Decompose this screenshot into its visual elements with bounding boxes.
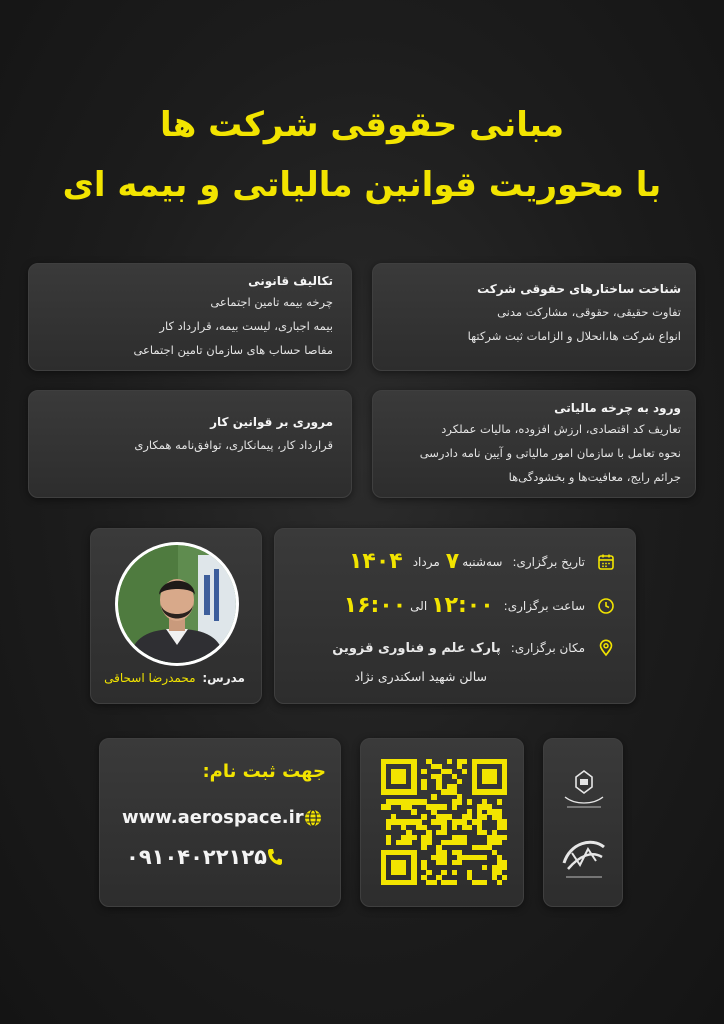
qr-module (421, 814, 426, 819)
date-month: مرداد (412, 554, 440, 569)
clock-icon (597, 597, 615, 615)
qr-module (386, 825, 391, 830)
qr-module (462, 759, 467, 764)
date-day: سه‌شنبه (462, 554, 503, 569)
phone-number[interactable]: ۰۹۱۰۴۰۲۲۱۲۵ (126, 845, 267, 869)
qr-module (386, 804, 391, 809)
logo-organization (558, 833, 610, 887)
card-heading: مروری بر قوانین کار (210, 415, 333, 429)
qr-module (462, 769, 467, 774)
card-line: انواع شرکت ها،انحلال و الزامات ثبت شرکتها (467, 329, 681, 343)
qr-module (462, 840, 467, 845)
qr-code[interactable] (381, 759, 507, 885)
topic-card-labor-law (28, 390, 352, 498)
qr-module (426, 840, 431, 845)
calendar-icon (597, 553, 615, 571)
place-label: مکان برگزاری: (510, 641, 585, 655)
place-line-2: سالن شهید اسکندری نژاد (354, 669, 487, 684)
instructor-row (104, 671, 245, 685)
card-line: جرائم رایج، معافیت‌ها و بخشودگی‌ها (508, 470, 681, 484)
qr-module (502, 825, 507, 830)
time-label: ساعت برگزاری: (503, 598, 585, 613)
qr-module (452, 870, 457, 875)
card-heading: شناخت ساختارهای حقوقی شرکت (477, 282, 681, 296)
card-line: تفاوت حقیقی، حقوقی، مشارکت مدنی (497, 305, 681, 319)
qr-module (502, 865, 507, 870)
phone-row (126, 845, 295, 869)
instructor-name: محمدرضا اسحاقی (104, 671, 196, 685)
qr-module (452, 880, 457, 885)
qr-module (482, 855, 487, 860)
qr-module (452, 804, 457, 809)
qr-module (482, 814, 487, 819)
card-heading: ورود به چرخه مالیاتی (554, 401, 681, 415)
time-start: ۱۲:۰۰ (431, 593, 494, 618)
location-icon (597, 639, 615, 657)
time-separator: الی (410, 598, 428, 613)
qr-module (492, 779, 497, 784)
registration-heading: جهت ثبت نام: (202, 761, 326, 782)
logos-card (543, 738, 623, 907)
qr-module (421, 769, 426, 774)
card-heading: تکالیف قانونی (248, 274, 333, 288)
qr-module (482, 865, 487, 870)
title-line-2: با محوریت قوانین مالیاتی و بیمه ای (62, 165, 662, 205)
date-row (349, 549, 615, 574)
card-line: قرارداد کار، پیمانکاری، توافق‌نامه همکاری (134, 438, 333, 452)
qr-module (431, 794, 436, 799)
qr-module (401, 870, 406, 875)
globe-icon (304, 809, 322, 827)
time-end: ۱۶:۰۰ (343, 593, 407, 618)
qr-module (497, 880, 502, 885)
qr-module (502, 835, 507, 840)
topic-card-legal-obligations (28, 263, 352, 371)
instructor-label: مدرس: (202, 671, 245, 685)
title-line-1: مبانی حقوقی شرکت ها (159, 105, 564, 145)
qr-module (426, 870, 431, 875)
qr-module (421, 845, 426, 850)
website-row (122, 807, 332, 828)
qr-module (447, 759, 452, 764)
card-line: تعاریف کد اقتصادی، ارزش افزوده، مالیات عملکرد (441, 422, 681, 436)
date-number: ۷ (445, 549, 460, 574)
instructor-card (90, 528, 262, 704)
card-line: نحوه تعامل با سازمان امور مالیاتی و آیین نامه دادرسی (419, 446, 681, 460)
qr-module (467, 799, 472, 804)
qr-module (457, 799, 462, 804)
qr-module (497, 799, 502, 804)
qr-module (431, 880, 436, 885)
qr-module (457, 860, 462, 865)
phone-icon (267, 848, 283, 866)
qr-card (360, 738, 524, 907)
qr-module (452, 825, 457, 830)
qr-module (411, 835, 416, 840)
logo-science-park (559, 767, 609, 815)
qr-module (467, 825, 472, 830)
qr-module (502, 875, 507, 880)
place-line-1: پارک علم و فناوری قزوین (332, 640, 501, 656)
qr-module (411, 880, 416, 885)
qr-module (441, 830, 446, 835)
event-info-card (274, 528, 636, 704)
card-line: چرخه بیمه تامین اجتماعی (210, 295, 333, 309)
qr-module (482, 880, 487, 885)
date-year: ۱۴۰۴ (348, 549, 403, 574)
qr-module (421, 784, 426, 789)
qr-module (502, 789, 507, 794)
date-label: تاریخ برگزاری: (512, 554, 585, 569)
registration-card (99, 738, 341, 907)
qr-module (457, 779, 462, 784)
qr-module (441, 804, 446, 809)
qr-module (386, 840, 391, 845)
topic-card-legal-structures (372, 263, 696, 371)
qr-module (441, 860, 446, 865)
avatar (115, 542, 239, 666)
card-line: بیمه اجباری، لیست بیمه، قرارداد کار (159, 319, 333, 333)
place-row (332, 639, 615, 657)
card-line: مفاصا حساب های سازمان تامین اجتماعی (133, 343, 333, 357)
qr-module (411, 809, 416, 814)
qr-module (411, 789, 416, 794)
qr-module (406, 840, 411, 845)
qr-module (401, 779, 406, 784)
qr-module (441, 870, 446, 875)
website-link[interactable]: www.aerospace.ir (122, 807, 304, 828)
qr-module (497, 840, 502, 845)
time-row (344, 593, 615, 618)
topic-card-tax-cycle (372, 390, 696, 498)
